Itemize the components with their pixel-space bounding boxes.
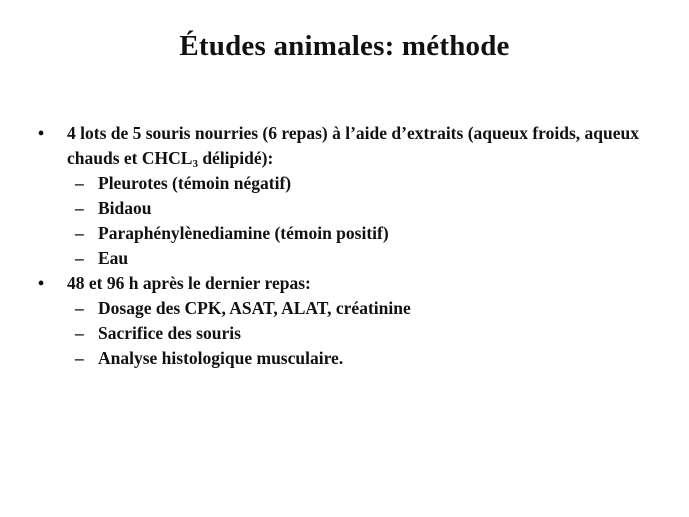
- slide-content: [38, 121, 658, 371]
- sub-list-item: [38, 221, 658, 246]
- bullet-item: [38, 121, 658, 171]
- sub-list-item: [38, 196, 658, 221]
- sub-item-text: Paraphénylènediamine (témoin positif): [98, 223, 389, 243]
- bullet-icon: •: [38, 273, 45, 293]
- dash-icon: –: [75, 173, 84, 193]
- bullet-text: 48 et 96 h après le dernier repas:: [67, 273, 311, 293]
- sub-list-item: [38, 296, 658, 321]
- dash-icon: –: [75, 223, 84, 243]
- sub-item-text: Bidaou: [98, 198, 152, 218]
- slide-title: Études animales: méthode: [179, 30, 510, 62]
- bullet-item: [38, 271, 658, 296]
- bullet-icon: •: [38, 123, 45, 143]
- sub-list-item: [38, 171, 658, 196]
- sub-list-item: [38, 346, 658, 371]
- bullet-text-tail: délipidé):: [197, 148, 274, 168]
- dash-icon: –: [75, 248, 84, 268]
- sub-item-text: Analyse histologique musculaire.: [98, 348, 344, 368]
- sub-list-item: [38, 321, 658, 346]
- sub-item-text: Pleurotes (témoin négatif): [98, 173, 292, 193]
- dash-icon: –: [75, 323, 84, 343]
- subscript-text: 3: [192, 158, 198, 170]
- sub-list-item: [38, 246, 658, 271]
- sub-item-text: Dosage des CPK, ASAT, ALAT, créatinine: [98, 298, 411, 318]
- sub-list: [38, 296, 658, 371]
- bullet-text: [67, 123, 639, 168]
- bullet-text-main: 4 lots de 5 souris nourries (6 repas) à l’aide d’extraits (aqueux froids, aqueux chauds et CHCL: [67, 123, 640, 168]
- sub-item-text: Eau: [98, 248, 129, 268]
- dash-icon: –: [75, 298, 84, 318]
- dash-icon: –: [75, 348, 84, 368]
- sub-list: [38, 171, 658, 271]
- sub-item-text: Sacrifice des souris: [98, 323, 241, 343]
- dash-icon: –: [75, 198, 84, 218]
